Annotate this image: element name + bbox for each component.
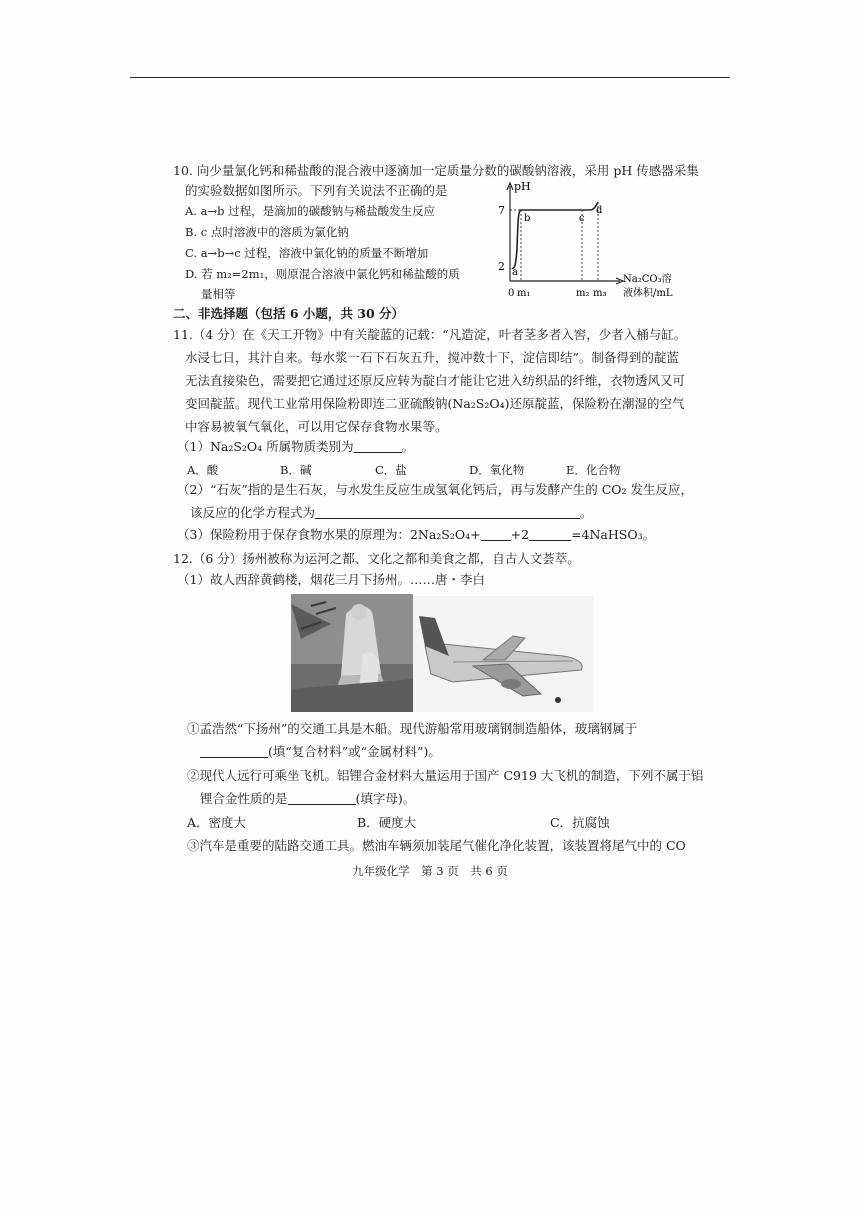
q12-c3-line1: ③汽车是重要的陆路交通工具。燃油车辆须加装尾气催化净化装置，该装置将尾气中的 CO bbox=[187, 838, 686, 853]
graph-ylabel: pH bbox=[514, 180, 531, 193]
q11-sub1-option-c: C．盐 bbox=[375, 463, 407, 477]
q11-sub3-blank1[interactable] bbox=[481, 528, 511, 541]
header-rule bbox=[130, 77, 730, 78]
q12-c2-text-a: 锂合金性质的是 bbox=[200, 791, 288, 806]
period: 。 bbox=[401, 439, 415, 454]
q11-sub1-blank[interactable] bbox=[354, 440, 402, 453]
ph-graph bbox=[490, 178, 700, 303]
q10-option-d: D. 若 m₂=2m₁，则原混合溶液中氯化钙和稀盐酸的质 bbox=[185, 267, 460, 281]
q11-line1: 11.（4 分）在《天工开物》中有关靛蓝的记载：“凡造淀，叶者茎多者入窖，少者入桶与缸。 bbox=[173, 327, 687, 342]
q11-sub1-text: （1）Na₂S₂O₄ 所属物质类别为 bbox=[177, 439, 354, 454]
q11-sub2-line1: （2）“石灰”指的是生石灰，与水发生反应生成氢氧化钙后，再与发酵产生的 CO₂ 发生反应， bbox=[177, 482, 694, 497]
q12-c2-option-a: A．密度大 bbox=[187, 815, 247, 830]
graph-point-a: a bbox=[512, 267, 518, 278]
q12-c2-option-b: B．硬度大 bbox=[357, 815, 417, 830]
page-footer: 九年级化学 第 3 页 共 6 页 bbox=[352, 864, 508, 878]
graph-point-d: d bbox=[596, 205, 603, 216]
q11-sub1-option-d: D．氧化物 bbox=[469, 463, 525, 477]
q12-c2-text-b: (填字母)。 bbox=[355, 791, 416, 806]
q12-c2-line1: ②现代人远行可乘坐飞机。铝锂合金材料大量运用于国产 C919 大飞机的制造，下列不属于铝 bbox=[187, 768, 704, 783]
section-heading: 二、非选择题（包括 6 小题，共 30 分） bbox=[173, 306, 405, 321]
q12-c2-option-c: C．抗腐蚀 bbox=[550, 815, 610, 830]
q11-sub3-end: =4NaHSO₃。 bbox=[571, 527, 656, 542]
q11-line2: 水浸七日，其汁自来。每水浆一石下石灰五升，搅冲数十下，淀信即结”。制备得到的靛蓝 bbox=[185, 350, 679, 365]
graph-xtick-m1: m₁ bbox=[517, 288, 531, 299]
q12-c2-blank[interactable] bbox=[288, 792, 356, 805]
q11-line5: 中容易被氧气氧化，可以用它保存食物水果等。 bbox=[185, 419, 448, 434]
q11-sub1-option-e: E．化合物 bbox=[566, 463, 621, 477]
ancient-poet-photo bbox=[291, 594, 413, 712]
q11-sub1 bbox=[177, 439, 414, 455]
graph-xlabel-line2: 液体积/mL bbox=[623, 288, 673, 299]
q10-option-d-cont: 量相等 bbox=[201, 287, 236, 301]
q11-sub3-text: （3）保险粉用于保存食物水果的原理为：2Na₂S₂O₄+ bbox=[177, 527, 481, 542]
q11-sub2-text: 该反应的化学方程式为 bbox=[190, 505, 316, 520]
graph-xtick-0: 0 bbox=[508, 288, 515, 299]
q12-c1-text: (填“复合材料”或“金属材料”)。 bbox=[268, 744, 441, 759]
q11-sub2-line2 bbox=[190, 505, 593, 521]
q11-sub3 bbox=[177, 527, 655, 543]
graph-ytick-7: 7 bbox=[498, 204, 505, 217]
q10-option-b: B. c 点时溶液中的溶质为氯化钠 bbox=[185, 225, 349, 239]
q12-c2-line2 bbox=[200, 791, 415, 807]
graph-point-c: c bbox=[579, 213, 585, 224]
graph-xtick-m2: m₂ bbox=[576, 288, 590, 299]
graph-ytick-2: 2 bbox=[498, 260, 505, 273]
period: 。 bbox=[580, 505, 593, 520]
q10-stem-line2: 的实验数据如图所示。下列有关说法不正确的是 bbox=[185, 183, 448, 198]
q11-sub3-mid: +2 bbox=[510, 527, 530, 542]
q10-option-c: C. a→b→c 过程，溶液中氯化钠的质量不断增加 bbox=[185, 246, 429, 260]
graph-point-b: b bbox=[524, 213, 531, 224]
q11-sub1-option-b: B．碱 bbox=[280, 463, 312, 477]
graph-xtick-m3: m₃ bbox=[593, 288, 607, 299]
q11-sub2-blank[interactable] bbox=[315, 506, 580, 519]
q12-c1-blank[interactable] bbox=[200, 745, 268, 758]
q12-line1: 12.（6 分）扬州被称为运河之都、文化之都和美食之都，自古人文荟萃。 bbox=[173, 551, 580, 566]
airplane-photo bbox=[413, 596, 593, 712]
q10-option-a: A. a→b 过程，是滴加的碳酸钠与稀盐酸发生反应 bbox=[185, 204, 436, 218]
q11-line3: 无法直接染色，需要把它通过还原反应转为靛白才能让它进入纺织品的纤维，衣物透风又可 bbox=[185, 373, 686, 388]
q12-poem: （1）故人西辞黄鹤楼，烟花三月下扬州。……唐・李白 bbox=[177, 572, 485, 587]
q12-c1-line2 bbox=[200, 744, 441, 760]
q12-c1-line1: ①孟浩然“下扬州”的交通工具是木船。现代游船常用玻璃钢制造船体，玻璃钢属于 bbox=[187, 721, 638, 736]
q11-sub3-blank2[interactable] bbox=[529, 528, 571, 541]
q10-stem-line1: 10. 向少量氯化钙和稀盐酸的混合液中逐滴加一定质量分数的碳酸钠溶液，采用 pH 传感器采集 bbox=[173, 163, 699, 178]
q11-line4: 变回靛蓝。现代工业常用保险粉即连二亚硫酸钠(Na₂S₂O₄)还原靛蓝，保险粉在潮湿的空气 bbox=[185, 396, 685, 411]
q11-sub1-option-a: A．酸 bbox=[187, 463, 219, 477]
graph-xlabel-line1: Na₂CO₃溶 bbox=[623, 274, 672, 285]
